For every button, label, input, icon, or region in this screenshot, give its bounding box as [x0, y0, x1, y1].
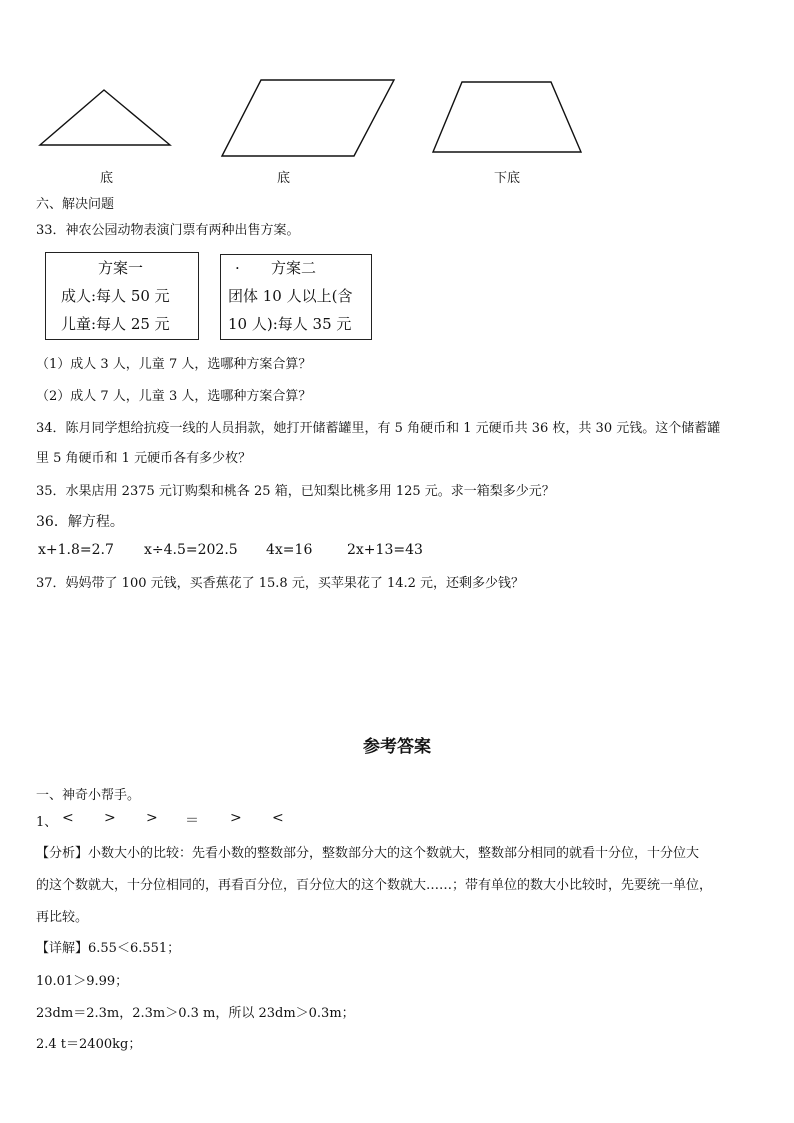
question-36-title: 36．解方程。	[36, 514, 124, 530]
question-33-part-2: （2）成人 7 人，儿童 3 人，选哪种方案合算？	[36, 389, 312, 404]
plan-one-title: 方案一	[98, 259, 144, 277]
equation-1: x+1.8=2.7	[38, 542, 114, 558]
plan-one-child: 儿童:每人 25 元	[61, 315, 170, 333]
answer-1-symbol-5: >	[230, 810, 242, 826]
analysis-line-3: 再比较。	[36, 910, 89, 925]
answer-1-label: 1、	[36, 815, 58, 830]
detail-line-4: 2.4 t＝2400kg；	[36, 1037, 142, 1052]
plan-one-box	[45, 252, 199, 340]
question-34-line-2: 里 5 角硬币和 1 元硬币各有多少枚？	[36, 451, 252, 466]
answer-1-symbol-3: >	[146, 810, 158, 826]
trapezoid-base-label: 下底	[494, 171, 521, 186]
answer-1-symbol-2: >	[104, 810, 116, 826]
parallelogram-base-label: 底	[277, 171, 291, 186]
question-33: 33．神农公园动物表演门票有两种出售方案。	[36, 223, 300, 238]
plan-two-dot: ·	[235, 259, 240, 277]
equation-3: 4x=16	[266, 542, 313, 558]
detail-line-3: 23dm＝2.3m，2.3m＞0.3 m，所以 23dm＞0.3m；	[36, 1006, 355, 1021]
plan-two-box	[220, 254, 372, 340]
triangle-base-label: 底	[100, 171, 114, 186]
equation-4: 2x+13=43	[347, 542, 423, 558]
detail-line-1: 【详解】6.55＜6.551；	[36, 941, 181, 956]
question-33-part-1: （1）成人 3 人，儿童 7 人，选哪种方案合算？	[36, 357, 312, 372]
triangle-shape	[40, 90, 170, 145]
analysis-line-2: 的这个数就大，十分位相同的，再看百分位，百分位大的这个数就大……；带有单位的数大小比较时，先要统一单位，	[36, 878, 713, 893]
plan-two-price: 10 人):每人 35 元	[228, 315, 352, 333]
plan-two-group: 团体 10 人以上(含	[228, 287, 353, 305]
answer-1-symbol-4: ＝	[185, 813, 199, 829]
answer-1-symbol-6: <	[272, 810, 284, 826]
answer-1-symbol-1: <	[62, 810, 74, 826]
question-35: 35．水果店用 2375 元订购梨和桃各 25 箱，已知梨比桃多用 125 元。求一箱梨多少元？	[36, 484, 555, 499]
answer-section-1-title: 一、神奇小帮手。	[36, 788, 141, 803]
equation-2: x÷4.5=202.5	[144, 542, 238, 558]
trapezoid-shape	[433, 82, 581, 152]
answer-key-heading: 参考答案	[363, 737, 431, 757]
question-37: 37．妈妈带了 100 元钱，买香蕉花了 15.8 元，买苹果花了 14.2 元，还剩多少钱？	[36, 576, 525, 591]
detail-line-2: 10.01＞9.99；	[36, 974, 129, 989]
plan-two-title: 方案二	[271, 259, 317, 277]
question-34-line-1: 34．陈月同学想给抗疫一线的人员捐款，她打开储蓄罐里，有 5 角硬币和 1 元硬币共 36 枚，共 30 元钱。这个储蓄罐	[36, 421, 721, 436]
plan-one-adult: 成人:每人 50 元	[61, 287, 170, 305]
analysis-line-1: 【分析】小数大小的比较：先看小数的整数部分，整数部分大的这个数就大，整数部分相同的就看十分位，十分位大	[36, 846, 700, 861]
section-6-title: 六、解决问题	[36, 197, 115, 212]
shapes-figure	[0, 0, 794, 200]
parallelogram-shape	[222, 80, 394, 156]
